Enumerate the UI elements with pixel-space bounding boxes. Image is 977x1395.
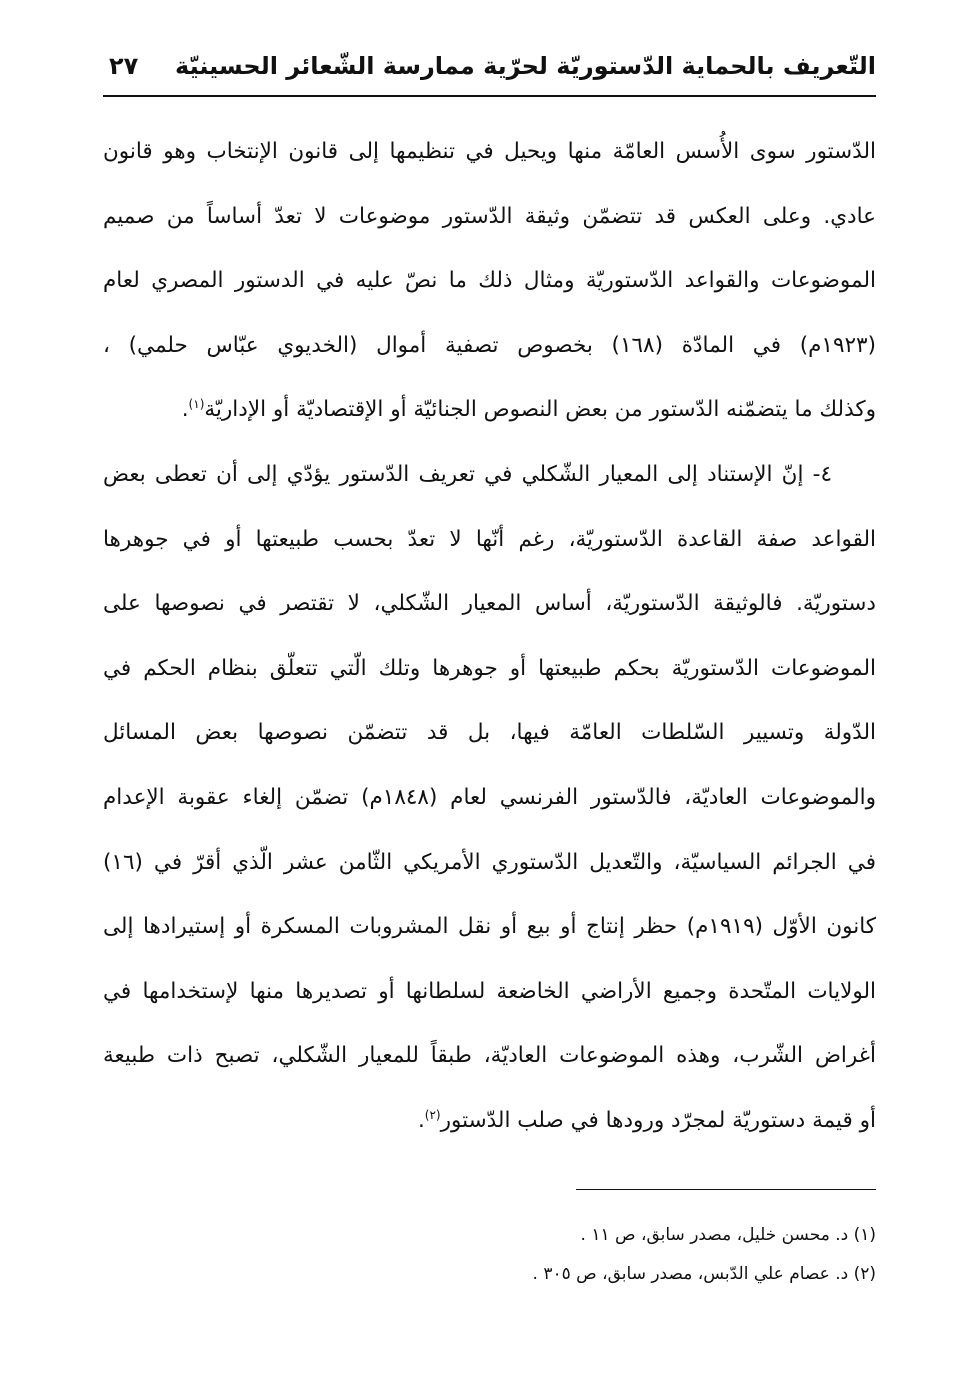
body-text xyxy=(103,127,876,1161)
footnote-marker: (٢) xyxy=(424,1107,441,1122)
running-title: التّعريف بالحماية الدّستوريّة لحرّية ممارسة الشّعائر الحسينيّة xyxy=(175,52,876,80)
text-line-paragraph-end xyxy=(103,385,876,450)
text-line-content: أو قيمة دستوريّة لمجرّد ورودها في صلب الدّستور xyxy=(440,1107,876,1133)
text-line: الدّولة وتسيير السّلطات العامّة فيها، بل قد تتضمّن نصوصها بعض المسائل xyxy=(103,720,876,746)
footnote: (١) د. محسن خليل، مصدر سابق، ص ١١ . xyxy=(580,1225,876,1245)
text-line: الدّستور سوى الأُسس العامّة منها ويحيل في تنظيمها إلى قانون الإنتخاب وهو قانون xyxy=(103,139,876,164)
text-line: عادي. وعلى العكس قد تتضمّن وثيقة الدّستور موضوعات لا تعدّ أساساً من صميم xyxy=(103,203,876,229)
text-line: الموضوعات والقواعد الدّستوريّة ومثال ذلك ما نصّ عليه في الدستور المصري لعام xyxy=(103,268,876,294)
period: . xyxy=(417,1107,425,1133)
text-line-paragraph-end xyxy=(103,1096,876,1161)
footnotes xyxy=(103,1216,876,1294)
text-line: كانون الأوّل (١٩١٩م) حظر إنتاج أو بيع أو نقل المشروبات المسكرة أو إستيرادها إلى xyxy=(103,914,876,940)
footnote: (٢) د. عصام علي الدّبس، مصدر سابق، ص ٣٠٥ . xyxy=(532,1264,876,1284)
text-line: الموضوعات الدّستوريّة بحكم طبيعتها أو جوهرها وتلك الّتي تتعلّق بنظام الحكم في xyxy=(103,655,876,681)
text-line: في الجرائم السياسيّة، والتّعديل الدّستوري الأمريكي الثّامن عشر الّذي أقرّ في (١٦) xyxy=(103,849,876,875)
text-line-content: وكذلك ما يتضمّنه الدّستور من بعض النصوص الجنائيّة أو الإقتصاديّة أو الإداريّة xyxy=(204,397,876,423)
text-line: دستوريّة. فالوثيقة الدّستوريّة، أساس المعيار الشّكلي، لا تقتصر في نصوصها على xyxy=(103,591,876,617)
page-number: ٢٧ xyxy=(109,52,139,80)
header-divider xyxy=(103,95,876,97)
footnote-marker: (١) xyxy=(188,397,205,412)
text-line: أغراض الشّرب، وهذه الموضوعات العاديّة، طبقاً للمعيار الشّكلي، تصبح ذات طبيعة xyxy=(103,1043,876,1069)
text-line: (١٩٢٣م) في المادّة (١٦٨) بخصوص تصفية أموال (الخديوي عبّاس حلمي) ، xyxy=(103,332,876,358)
page-header xyxy=(103,46,876,96)
period: . xyxy=(181,397,189,423)
text-line-paragraph-start: ٤- إنّ الإستناد إلى المعيار الشّكلي في تعريف الدّستور يؤدّي إلى أن تعطى بعض xyxy=(103,461,832,487)
text-line: القواعد صفة القاعدة الدّستوريّة، رغم أنّها لا تعدّ بحسب طبيعتها أو في جوهرها xyxy=(103,526,876,552)
text-line: الولايات المتّحدة وجميع الأراضي الخاضعة لسلطانها أو تصديرها منها لإستخدامها في xyxy=(103,978,876,1004)
text-line: والموضوعات العاديّة، فالدّستور الفرنسي لعام (١٨٤٨م) تضمّن إلغاء عقوبة الإعدام xyxy=(103,784,876,810)
footnote-divider xyxy=(576,1189,876,1190)
